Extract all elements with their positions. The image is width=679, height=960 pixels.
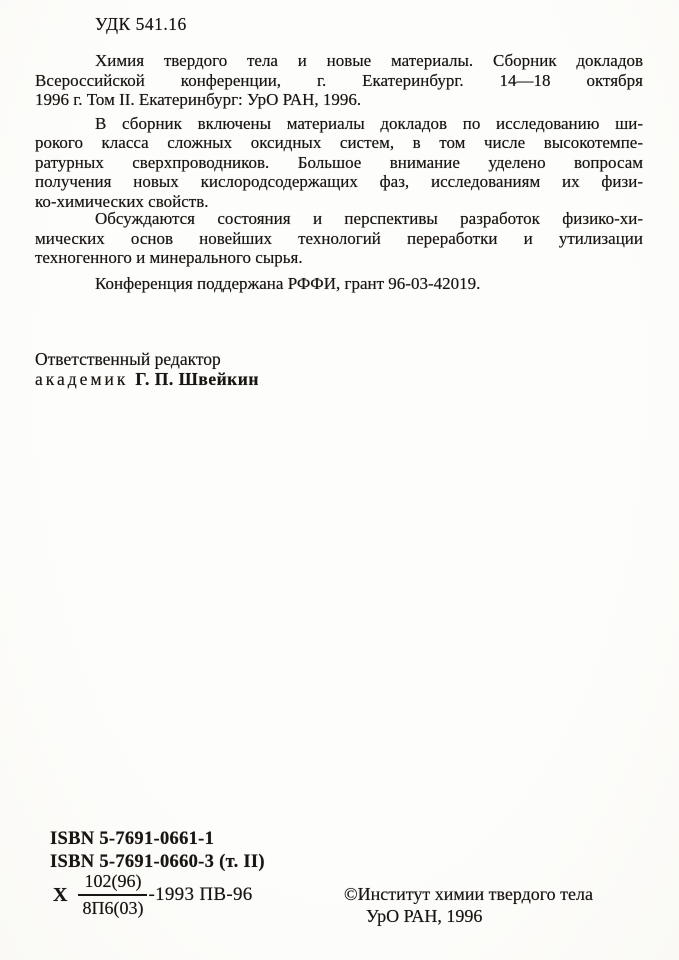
editor-block	[35, 350, 643, 389]
copyright-year: УрО РАН, 1996	[366, 905, 483, 926]
copyright-block	[344, 884, 593, 927]
text-line: ратурных сверхпроводников. Большое внимание уделено вопросам	[35, 152, 643, 172]
text-line: Конференция поддержана РФФИ, грант 96-03-42019.	[95, 273, 481, 293]
editor-role: Ответственный редактор	[35, 349, 221, 369]
abstract-paragraph-1	[35, 114, 643, 212]
isbn-block	[50, 828, 265, 873]
udc-number: УДК 541.16	[95, 14, 187, 34]
text-line: рокого класса сложных оксидных систем, в том числе высокотемпе-	[35, 133, 643, 152]
catalog-code	[53, 871, 253, 919]
text-line: В сборник включены материалы докладов по исследованию ши-	[95, 113, 643, 133]
text-line: мических основ новейших технологий переработки и утилизации	[35, 228, 643, 248]
isbn-volume-2: ISBN 5-7691-0660-3 (т. II)	[50, 851, 265, 872]
text-line: 1996 г. Том II. Екатеринбург: УрО РАН, 1996.	[35, 90, 362, 109]
text-line: Обсуждаются состояния и перспективы разработок физико-хи-	[95, 209, 643, 228]
editor-credit	[35, 370, 643, 390]
text-line: Всероссийской конференции, г. Екатеринбург. 14—18 октября	[35, 70, 643, 90]
catalog-suffix: -1993 ПВ-96	[148, 884, 253, 905]
text-line: получения новых кислородсодержащих фаз, исследованиям их физи-	[35, 172, 643, 191]
bibliographic-paragraph	[35, 51, 643, 110]
editor-rank: академик	[35, 368, 129, 389]
fraction-denominator: 8П6(03)	[82, 898, 144, 918]
text-line: техногенного и минерального сырья.	[35, 248, 303, 267]
editor-name: Г. П. Швейкин	[135, 368, 259, 389]
fraction-numerator: 102(96)	[78, 871, 147, 896]
copyright-holder: ©Институт химии твердого тела	[344, 884, 594, 904]
isbn-volume-1: ISBN 5-7691-0661-1	[50, 829, 215, 849]
catalog-fraction	[78, 871, 147, 919]
abstract-paragraph-2	[35, 209, 643, 268]
catalog-prefix: Х	[53, 883, 68, 906]
text-line: Химия твердого тела и новые материалы. Сборник докладов	[95, 51, 643, 70]
grant-paragraph	[35, 274, 643, 294]
text-line: ко-химических свойств.	[35, 191, 209, 211]
